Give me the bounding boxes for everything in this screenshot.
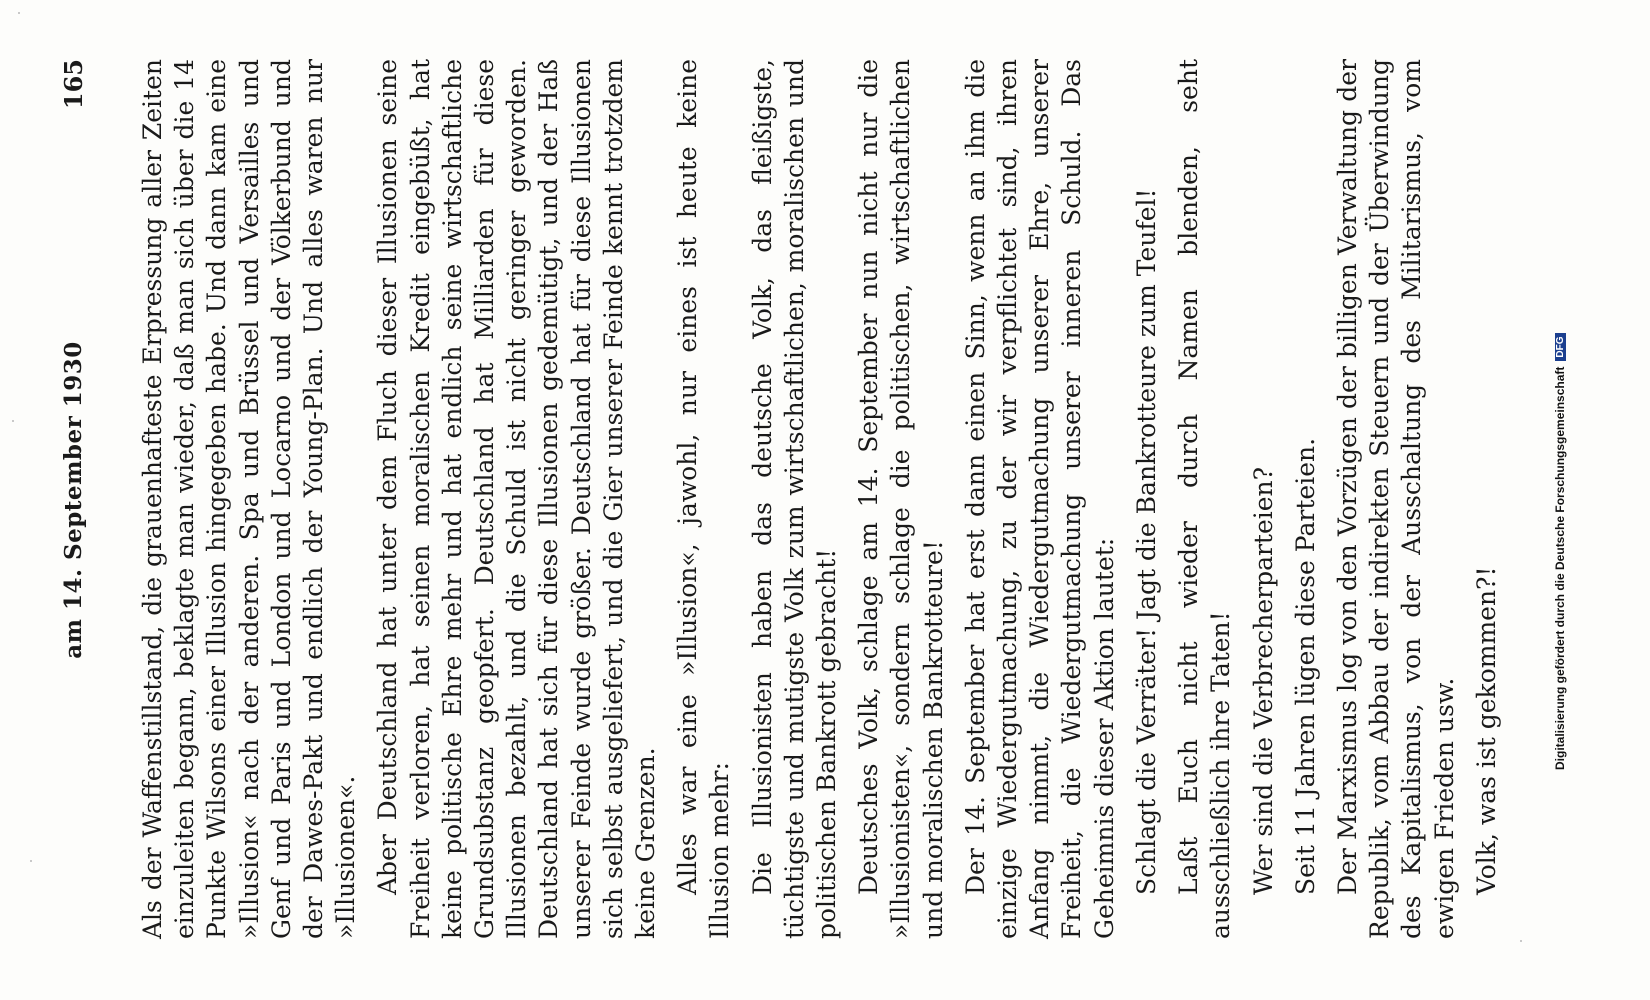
page-body <box>137 59 1513 939</box>
paragraph: Die Illusionisten haben das deutsche Volk, das fleißigste, tüchtigste und mutigste Volk zum wirtschaftlichen, moralischen und politischen Bankrott gebracht! <box>747 59 842 939</box>
paragraph: Laßt Euch nicht wieder durch Namen blenden, seht ausschließlich ihre Taten! <box>1174 59 1236 939</box>
paragraph: Als der Waffenstillstand, die grauenhafteste Erpressung aller Zeiten einzuleiten begann, beklagte man wieder, daß man sich über die 14 Punkte Wilsons einer Illusion hingegeben habe. Und dann kam eine »Illusion« nach der anderen. Spa und Brüssel und Versailles und Genf und Paris und London und Locarno und der Völkerbund und der Dawes-Pakt und endlich der Young-Plan. Und alles waren nur »Illusionen«. <box>138 59 361 939</box>
credit-text: Digitalisierung gefördert durch die Deutsche Forschungsgemeinschaft <box>1553 366 1567 770</box>
paragraph: Wer sind die Verbrecherparteien? <box>1248 466 1278 895</box>
paragraph: Aber Deutschland hat unter dem Fluch dieser Illusionen seine Freiheit verloren, hat seinen moralischen Kredit eingebüßt, hat keine politische Ehre mehr und hat endlich seine wirtschaftliche Grundsubstanz geopfert. Deutschland hat Milliarden für diese Illusionen bezahlt, und die Schuld ist nicht geringer geworden. Deutschland hat sich für diese Illusionen gedemütigt, und der Haß unserer Feinde wurde größer. Deutschland hat für diese Illusionen sich selbst ausgeliefert, und die Gier unserer Feinde kennt trotzdem keine Grenzen. <box>373 59 661 939</box>
page-header <box>57 35 91 965</box>
scan-speck <box>12 420 14 422</box>
dfg-logo-badge: DFG <box>1555 333 1566 360</box>
running-title: am 14. September 1930 <box>60 341 87 659</box>
scan-speck <box>18 12 20 14</box>
scan-speck <box>1520 940 1522 942</box>
paragraph: Schlagt die Verräter! Jagt die Bankrotteure zum Teufel! <box>1131 188 1161 895</box>
paragraph: Der Marxismus log von den Vorzügen der billigen Verwaltung der Republik, vom Abbau der indirekten Steuern und der Überwindung des Kapitalismus, von der Ausschaltung des Militarismus, vom ewigen Frieden usw. <box>1332 59 1459 939</box>
paragraph: Deutsches Volk, schlage am 14. September nun nicht nur die »Illusionisten«, sondern schlage die politischen, wirtschaftlichen und moralischen Bankrotteure! <box>854 59 948 939</box>
paragraph: Seit 11 Jahren lügen diese Parteien. <box>1290 437 1320 895</box>
digitization-credit <box>1548 10 1572 770</box>
page-number: 165 <box>59 59 88 110</box>
scan-speck <box>30 860 32 862</box>
paragraph: Volk, was ist gekommen?! <box>1471 566 1501 895</box>
rotated-book-page <box>25 35 1625 965</box>
paragraph: Der 14. September hat erst dann einen Sinn, wenn an ihm die einzige Wiedergutmachung, zu der wir verpflichtet sind, ihren Anfang nimmt, die Wiedergutmachung unserer Ehre, unserer Freiheit, die Wiedergutmachung unserer inneren Schuld. Das Geheimnis dieser Aktion lautet: <box>960 59 1119 939</box>
paragraph: Alles war eine »Illusion«, jawohl, nur eines ist heute keine Illusion mehr: <box>673 59 735 939</box>
